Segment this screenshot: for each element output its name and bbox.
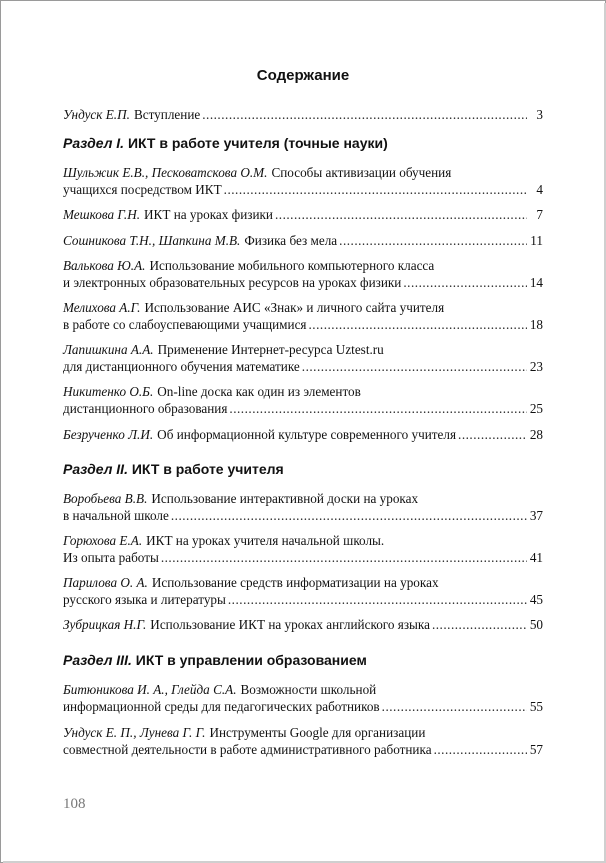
entry-page: 23 <box>529 359 543 374</box>
entry-page: 14 <box>529 275 543 290</box>
dot-leader <box>202 106 527 123</box>
entry-title: Возможности школьной <box>240 682 377 697</box>
dot-leader <box>161 549 527 566</box>
toc-entry[interactable] <box>63 681 543 715</box>
dot-leader <box>432 616 527 633</box>
section-label: Раздел III. <box>63 652 132 668</box>
entry-author: Безрученко Л.И. <box>63 427 154 442</box>
entry-page: 41 <box>529 550 543 565</box>
entry-author: Валькова Ю.А. <box>63 258 146 273</box>
section-title: ИКТ в работе учителя (точные науки) <box>127 135 388 151</box>
entry-title: Способы активизации обучения <box>271 165 452 180</box>
entry-title-cont: русского языка и литературы <box>63 592 226 607</box>
entry-author: Зубрицкая Н.Г. <box>63 617 147 632</box>
entry-author: Шульжик Е.В., Песковатскова О.М. <box>63 165 268 180</box>
dot-leader <box>171 507 527 524</box>
dot-leader <box>275 206 527 223</box>
entry-title-cont: дистанционного образования <box>63 401 228 416</box>
toc-entry[interactable] <box>63 532 543 566</box>
entry-title: Использование АИС «Знак» и личного сайта учителя <box>144 300 445 315</box>
entry-page: 7 <box>536 207 543 222</box>
entry-title-cont: в работе со слабоуспевающими учащимися <box>63 317 307 332</box>
entry-author: Воробьева В.В. <box>63 491 148 506</box>
entry-title: ИКТ на уроках учителя начальной школы. <box>146 533 385 548</box>
entry-title: Применение Интернет-ресурса Uztest.ru <box>157 342 384 357</box>
section-label: Раздел II. <box>63 461 128 477</box>
toc-entry-intro[interactable] <box>63 106 543 123</box>
entry-page: 57 <box>529 742 543 757</box>
dot-leader <box>382 698 527 715</box>
toc-entry[interactable] <box>63 490 543 524</box>
section-heading-1 <box>63 135 388 151</box>
entry-title: Использование мобильного компьютерного класса <box>149 258 435 273</box>
toc-entry[interactable] <box>63 299 543 333</box>
toc-entry[interactable] <box>63 232 543 249</box>
entry-page: 45 <box>529 592 543 607</box>
dot-leader <box>224 181 527 198</box>
toc-entry[interactable] <box>63 724 543 758</box>
toc-entry[interactable] <box>63 383 543 417</box>
entry-title: ИКТ на уроках физики <box>144 207 273 222</box>
entry-author: Парилова О. А. <box>63 575 148 590</box>
toc-entry[interactable] <box>63 257 543 291</box>
entry-author: Ундуск Е.П. <box>63 107 130 122</box>
toc-entry[interactable] <box>63 341 543 375</box>
entry-title: Использование интерактивной доски на уроках <box>151 491 419 506</box>
entry-title: Использование ИКТ на уроках английского языка <box>150 617 430 632</box>
entry-title: Физика без мела <box>244 233 338 248</box>
entry-author: Мешкова Г.Н. <box>63 207 141 222</box>
entry-page: 55 <box>529 699 543 714</box>
entry-author: Горюхова Е.А. <box>63 533 143 548</box>
entry-page: 50 <box>529 617 543 632</box>
dot-leader <box>339 232 527 249</box>
dot-leader <box>458 426 527 443</box>
section-heading-3 <box>63 652 367 668</box>
section-title: ИКТ в управлении образованием <box>135 652 367 668</box>
entry-title-cont: Из опыта работы <box>63 550 159 565</box>
entry-title: On-line доска как один из элементов <box>157 384 361 399</box>
entry-page: 37 <box>529 508 543 523</box>
dot-leader <box>229 400 527 417</box>
entry-page: 3 <box>536 107 543 122</box>
entry-page: 11 <box>530 233 543 248</box>
toc-entry[interactable] <box>63 426 543 443</box>
dot-leader <box>228 591 527 608</box>
page-number: 108 <box>63 796 86 812</box>
section-label: Раздел I. <box>63 135 125 151</box>
entry-title-cont: и электронных образовательных ресурсов на уроках физики <box>63 275 402 290</box>
entry-title-cont: совместной деятельности в работе административного работника <box>63 742 432 757</box>
toc-entry[interactable] <box>63 616 543 633</box>
page-title: Содержание <box>256 67 350 84</box>
section-heading-2 <box>63 461 284 477</box>
entry-title: Об информационной культуре современного учителя <box>157 427 457 442</box>
toc-entry[interactable] <box>63 164 543 198</box>
entry-page: 4 <box>536 182 543 197</box>
entry-page: 28 <box>529 427 543 442</box>
toc-entry[interactable] <box>63 206 543 223</box>
entry-title-cont: учащихся посредством ИКТ <box>63 182 222 197</box>
entry-title: Использование средств информатизации на уроках <box>151 575 439 590</box>
entry-page: 18 <box>529 317 543 332</box>
entry-title: Вступление <box>133 107 201 122</box>
entry-author: Лапишкина А.А. <box>63 342 154 357</box>
entry-title-cont: информационной среды для педагогических работников <box>63 699 380 714</box>
dot-leader <box>403 274 527 291</box>
entry-author: Сошникова Т.Н., Шапкина М.В. <box>63 233 241 248</box>
entry-author: Ундуск Е. П., Лунева Г. Г. <box>63 725 206 740</box>
entry-title-cont: в начальной школе <box>63 508 169 523</box>
dot-leader <box>302 358 527 375</box>
entry-author: Мелихова А.Г. <box>63 300 141 315</box>
toc-entry[interactable] <box>63 574 543 608</box>
dot-leader <box>434 741 527 758</box>
entry-title: Инструменты Google для организации <box>209 725 426 740</box>
entry-page: 25 <box>529 401 543 416</box>
entry-author: Битюникова И. А., Глейда С.А. <box>63 682 237 697</box>
entry-author: Никитенко О.Б. <box>63 384 154 399</box>
entry-title-cont: для дистанционного обучения математике <box>63 359 300 374</box>
section-title: ИКТ в работе учителя <box>131 461 284 477</box>
dot-leader <box>309 316 528 333</box>
